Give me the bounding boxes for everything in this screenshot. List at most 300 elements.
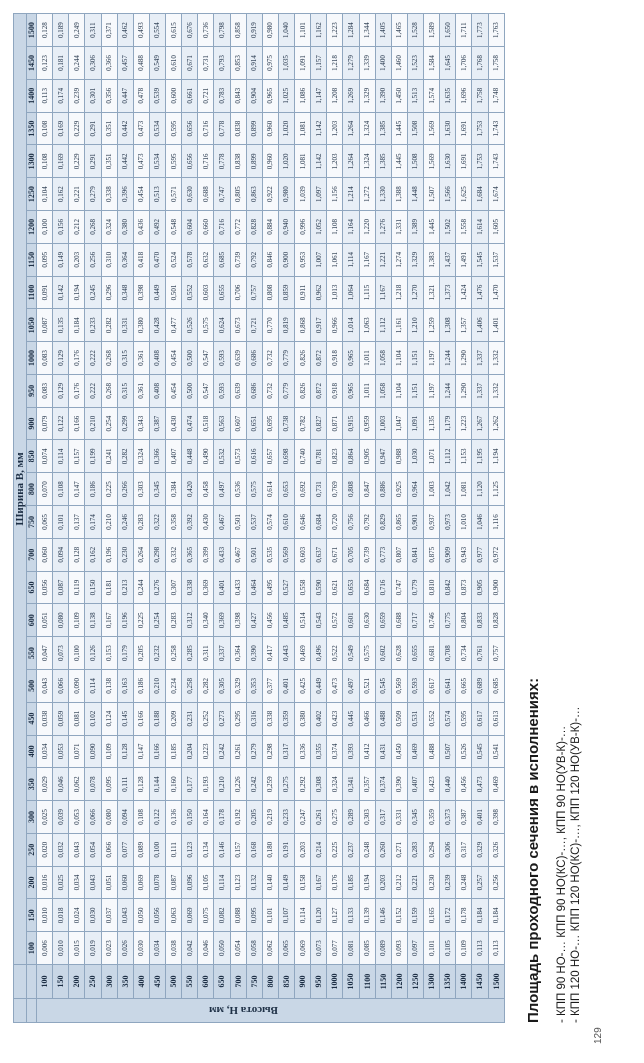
table-cell: 1,460 xyxy=(391,47,407,80)
table-cell: 0,324 xyxy=(327,768,343,801)
table-cell: 0,010 xyxy=(53,932,69,965)
width-header-cell: 200 xyxy=(27,866,37,899)
table-cell: 0,282 xyxy=(117,440,133,473)
table-cell: 1,025 xyxy=(278,79,294,112)
table-cell: 0,345 xyxy=(407,801,423,834)
table-cell: 0,537 xyxy=(246,506,262,539)
table-cell: 0,271 xyxy=(391,833,407,866)
table-cell: 0,738 xyxy=(278,407,294,440)
table-row xyxy=(133,14,149,1023)
table-cell: 0,326 xyxy=(488,833,505,866)
table-cell: 0,488 xyxy=(424,735,440,768)
table-cell: 0,407 xyxy=(166,440,182,473)
table-cell: 0,283 xyxy=(166,604,182,637)
table-cell: 1,566 xyxy=(440,178,456,211)
table-cell: 1,674 xyxy=(488,178,505,211)
table-cell: 0,298 xyxy=(149,538,165,571)
table-cell: 0,232 xyxy=(149,637,165,670)
table-cell: 1,011 xyxy=(359,374,375,407)
table-cell: 0,174 xyxy=(85,506,101,539)
table-cell: 0,338 xyxy=(101,178,117,211)
table-cell: 0,317 xyxy=(375,801,391,834)
table-cell: 0,563 xyxy=(214,407,230,440)
table-cell: 0,341 xyxy=(343,768,359,801)
table-cell: 0,254 xyxy=(149,604,165,637)
table-cell: 0,090 xyxy=(85,735,101,768)
table-cell: 0,101 xyxy=(262,899,278,932)
table-cell: 1,003 xyxy=(375,407,391,440)
table-cell: 0,547 xyxy=(198,342,214,375)
table-cell: 0,194 xyxy=(69,276,85,309)
table-cell: 0,149 xyxy=(53,243,69,276)
table-cell: 0,900 xyxy=(488,571,505,604)
table-cell: 0,398 xyxy=(488,801,505,834)
table-row xyxy=(230,14,246,1023)
height-header-cell: 1350 xyxy=(440,965,456,999)
table-cell: 0,534 xyxy=(149,145,165,178)
height-header-cell: 350 xyxy=(117,965,133,999)
table-cell: 0,109 xyxy=(456,932,472,965)
table-cell: 0,868 xyxy=(295,309,311,342)
table-row xyxy=(117,14,133,1023)
table-cell: 0,552 xyxy=(182,276,198,309)
table-cell: 0,186 xyxy=(133,669,149,702)
table-cell: 0,332 xyxy=(166,538,182,571)
table-cell: 0,873 xyxy=(456,571,472,604)
table-cell: 0,058 xyxy=(246,932,262,965)
table-cell: 0,717 xyxy=(407,604,423,637)
table-cell: 1,210 xyxy=(407,309,423,342)
table-cell: 0,069 xyxy=(295,932,311,965)
table-cell: 0,276 xyxy=(149,571,165,604)
table-cell: 0,673 xyxy=(230,309,246,342)
table-cell: 0,147 xyxy=(69,473,85,506)
table-cell: 0,145 xyxy=(117,702,133,735)
table-cell: 0,518 xyxy=(198,407,214,440)
table-cell: 0,467 xyxy=(214,506,230,539)
table-cell: 0,660 xyxy=(198,211,214,244)
table-cell: 0,140 xyxy=(262,866,278,899)
table-cell: 0,179 xyxy=(117,637,133,670)
table-cell: 0,769 xyxy=(327,473,343,506)
table-cell: 1,091 xyxy=(295,47,311,80)
table-cell: 0,100 xyxy=(69,637,85,670)
table-cell: 0,087 xyxy=(53,571,69,604)
table-cell: 0,387 xyxy=(149,407,165,440)
table-cell: 0,222 xyxy=(85,374,101,407)
table-cell: 0,655 xyxy=(407,637,423,670)
table-cell: 0,918 xyxy=(327,342,343,375)
table-title-row xyxy=(14,14,27,1023)
table-cell: 1,574 xyxy=(424,79,440,112)
table-cell: 1,081 xyxy=(295,112,311,145)
table-cell: 1,203 xyxy=(327,112,343,145)
table-cell: 0,366 xyxy=(101,47,117,80)
table-cell: 0,431 xyxy=(375,735,391,768)
width-header-cell: 350 xyxy=(27,768,37,801)
table-cell: 1,650 xyxy=(440,14,456,47)
table-cell: 0,469 xyxy=(407,735,423,768)
table-cell: 0,177 xyxy=(182,768,198,801)
table-cell: 1,763 xyxy=(488,14,505,47)
table-cell: 0,575 xyxy=(246,473,262,506)
table-cell: 0,258 xyxy=(182,669,198,702)
table-cell: 0,128 xyxy=(69,538,85,571)
table-cell: 0,552 xyxy=(424,702,440,735)
table-cell: 0,988 xyxy=(391,440,407,473)
width-header-cell: 150 xyxy=(27,899,37,932)
table-cell: 1,279 xyxy=(343,47,359,80)
table-cell: 1,046 xyxy=(472,506,488,539)
table-row xyxy=(53,14,69,1023)
table-cell: 0,246 xyxy=(117,506,133,539)
table-cell: 1,142 xyxy=(311,145,327,178)
table-cell: 0,259 xyxy=(262,768,278,801)
width-header-cell: 800 xyxy=(27,473,37,506)
table-cell: 1,758 xyxy=(472,79,488,112)
table-cell: 0,462 xyxy=(117,14,133,47)
table-cell: 0,671 xyxy=(182,47,198,80)
table-cell: 0,828 xyxy=(246,211,262,244)
table-cell: 0,203 xyxy=(375,866,391,899)
table-cell: 0,708 xyxy=(440,637,456,670)
table-cell: 0,149 xyxy=(278,866,294,899)
table-cell: 0,219 xyxy=(262,801,278,834)
table-cell: 1,589 xyxy=(424,14,440,47)
table-cell: 0,572 xyxy=(327,604,343,637)
table-cell: 0,358 xyxy=(166,506,182,539)
table-cell: 0,427 xyxy=(246,604,262,637)
table-cell: 0,380 xyxy=(133,309,149,342)
table-cell: 0,046 xyxy=(198,932,214,965)
table-cell: 0,965 xyxy=(343,374,359,407)
table-cell: 0,167 xyxy=(101,604,117,637)
table-cell: 0,081 xyxy=(69,702,85,735)
table-cell: 0,266 xyxy=(117,473,133,506)
width-header-cell: 300 xyxy=(27,801,37,834)
table-cell: 0,972 xyxy=(488,538,505,571)
table-cell: 0,025 xyxy=(53,866,69,899)
table-cell: 0,792 xyxy=(246,243,262,276)
table-cell: 1,195 xyxy=(472,440,488,473)
height-header-cell: 1450 xyxy=(472,965,488,999)
height-header-cell: 850 xyxy=(278,965,294,999)
table-cell: 0,661 xyxy=(182,79,198,112)
table-cell: 0,295 xyxy=(230,702,246,735)
table-cell: 0,527 xyxy=(278,571,294,604)
table-cell: 1,465 xyxy=(391,14,407,47)
table-cell: 0,034 xyxy=(149,932,165,965)
table-cell: 0,210 xyxy=(101,506,117,539)
table-cell: 0,329 xyxy=(472,833,488,866)
height-header-cell: 950 xyxy=(311,965,327,999)
table-cell: 0,191 xyxy=(278,833,294,866)
table-cell: 0,134 xyxy=(198,833,214,866)
table-cell: 0,470 xyxy=(149,243,165,276)
table-cell: 0,194 xyxy=(359,866,375,899)
table-cell: 0,549 xyxy=(149,47,165,80)
table-cell: 0,043 xyxy=(85,866,101,899)
table-cell: 0,373 xyxy=(440,801,456,834)
table-cell: 1,684 xyxy=(472,178,488,211)
table-cell: 0,093 xyxy=(391,932,407,965)
table-cell: 0,174 xyxy=(53,79,69,112)
table-cell: 0,369 xyxy=(214,604,230,637)
table-cell: 0,188 xyxy=(149,702,165,735)
table-cell: 0,595 xyxy=(166,112,182,145)
table-cell: 0,077 xyxy=(117,833,133,866)
table-cell: 0,113 xyxy=(37,79,53,112)
table-cell: 0,223 xyxy=(198,735,214,768)
table-cell: 1,290 xyxy=(456,342,472,375)
table-cell: 0,541 xyxy=(488,735,505,768)
table-cell: 0,469 xyxy=(488,768,505,801)
table-cell: 0,792 xyxy=(359,506,375,539)
table-cell: 0,315 xyxy=(117,374,133,407)
table-cell: 0,554 xyxy=(149,14,165,47)
table-cell: 0,493 xyxy=(133,14,149,47)
table-cell: 1,630 xyxy=(440,145,456,178)
table-corner-cell xyxy=(14,999,27,1023)
table-cell: 0,473 xyxy=(133,112,149,145)
table-cell: 1,161 xyxy=(391,309,407,342)
table-cell: 0,872 xyxy=(311,342,327,375)
table-cell: 0,292 xyxy=(295,768,311,801)
table-corner-cell xyxy=(27,999,37,1023)
table-cell: 0,077 xyxy=(327,932,343,965)
table-cell: 0,083 xyxy=(37,374,53,407)
table-cell: 0,199 xyxy=(85,440,101,473)
height-header-cell: 750 xyxy=(246,965,262,999)
table-cell: 0,501 xyxy=(246,538,262,571)
table-cell: 0,497 xyxy=(343,669,359,702)
table-cell: 0,736 xyxy=(198,14,214,47)
table-cell: 0,316 xyxy=(246,702,262,735)
table-cell: 0,261 xyxy=(230,735,246,768)
table-cell: 1,156 xyxy=(327,178,343,211)
height-header-cell: 800 xyxy=(262,965,278,999)
table-cell: 1,388 xyxy=(391,178,407,211)
table-cell: 0,356 xyxy=(101,79,117,112)
table-cell: 0,244 xyxy=(133,571,149,604)
table-cell: 0,158 xyxy=(295,866,311,899)
table-row xyxy=(375,14,391,1023)
table-cell: 0,731 xyxy=(311,473,327,506)
table-cell: 0,688 xyxy=(391,604,407,637)
table-cell: 0,156 xyxy=(53,211,69,244)
table-cell: 1,711 xyxy=(456,14,472,47)
table-cell: 1,389 xyxy=(407,211,423,244)
table-cell: 0,428 xyxy=(149,309,165,342)
table-cell: 0,062 xyxy=(262,932,278,965)
table-cell: 0,720 xyxy=(327,506,343,539)
table-cell: 0,488 xyxy=(133,47,149,80)
table-cell: 0,091 xyxy=(37,276,53,309)
table-cell: 1,223 xyxy=(456,407,472,440)
table-cell: 0,096 xyxy=(182,866,198,899)
table-cell: 0,101 xyxy=(424,932,440,965)
table-cell: 0,632 xyxy=(198,243,214,276)
table-cell: 1,523 xyxy=(407,47,423,80)
table-cell: 0,886 xyxy=(375,473,391,506)
table-cell: 1,164 xyxy=(343,211,359,244)
table-cell: 0,123 xyxy=(37,47,53,80)
table-cell: 1,445 xyxy=(424,211,440,244)
table-cell: 1,010 xyxy=(456,506,472,539)
width-header-cell: 1400 xyxy=(27,79,37,112)
table-cell: 0,782 xyxy=(295,407,311,440)
table-cell: 0,229 xyxy=(69,145,85,178)
table-cell: 0,686 xyxy=(246,374,262,407)
table-cell: 1,753 xyxy=(472,112,488,145)
table-cell: 0,779 xyxy=(278,374,294,407)
table-cell: 0,268 xyxy=(101,374,117,407)
table-cell: 0,454 xyxy=(133,178,149,211)
table-cell: 1,630 xyxy=(440,112,456,145)
table-cell: 0,593 xyxy=(214,342,230,375)
table-cell: 0,056 xyxy=(149,899,165,932)
table-cell: 0,653 xyxy=(278,473,294,506)
height-axis-title xyxy=(37,999,505,1023)
table-cell: 1,104 xyxy=(391,374,407,407)
table-cell: 0,947 xyxy=(375,440,391,473)
table-cell: 0,918 xyxy=(327,374,343,407)
table-cell: 0,225 xyxy=(133,604,149,637)
table-cell: 0,731 xyxy=(198,47,214,80)
table-cell: 0,685 xyxy=(488,669,505,702)
table-cell: 0,069 xyxy=(133,866,149,899)
table-cell: 0,698 xyxy=(278,440,294,473)
table-cell: 0,340 xyxy=(198,604,214,637)
table-cell: 0,772 xyxy=(230,211,246,244)
table-cell: 1,406 xyxy=(472,309,488,342)
table-cell: 0,407 xyxy=(407,768,423,801)
table-cell: 1,218 xyxy=(327,47,343,80)
table-cell: 0,420 xyxy=(182,473,198,506)
table-cell: 0,256 xyxy=(488,866,505,899)
table-cell: 0,221 xyxy=(69,178,85,211)
table-cell: 1,142 xyxy=(311,112,327,145)
table-cell: 0,299 xyxy=(117,407,133,440)
table-cell: 0,114 xyxy=(85,669,101,702)
table-cell: 0,047 xyxy=(37,637,53,670)
table-cell: 0,113 xyxy=(472,932,488,965)
table-cell: 0,665 xyxy=(456,669,472,702)
table-cell: 0,306 xyxy=(85,47,101,80)
table-cell: 0,030 xyxy=(85,899,101,932)
table-cell: 0,178 xyxy=(456,899,472,932)
table-cell: 0,485 xyxy=(278,604,294,637)
table-cell: 0,291 xyxy=(85,145,101,178)
table-cell: 1,743 xyxy=(488,112,505,145)
table-cell: 0,571 xyxy=(166,178,182,211)
table-cell: 1,114 xyxy=(343,243,359,276)
table-cell: 0,279 xyxy=(85,178,101,211)
table-cell: 0,919 xyxy=(246,14,262,47)
table-cell: 0,739 xyxy=(230,243,246,276)
table-cell: 0,345 xyxy=(149,473,165,506)
table-cell: 0,757 xyxy=(488,637,505,670)
table-cell: 1,513 xyxy=(407,79,423,112)
table-cell: 1,450 xyxy=(391,79,407,112)
table-cell: 0,075 xyxy=(198,899,214,932)
table-cell: 0,242 xyxy=(246,768,262,801)
table-cell: 0,163 xyxy=(117,669,133,702)
table-cell: 0,423 xyxy=(424,768,440,801)
table-cell: 0,146 xyxy=(375,899,391,932)
table-cell: 1,035 xyxy=(278,47,294,80)
table-cell: 0,181 xyxy=(101,571,117,604)
table-cell: 0,289 xyxy=(343,801,359,834)
height-header-cell: 1500 xyxy=(488,965,505,999)
table-cell: 0,089 xyxy=(133,833,149,866)
table-cell: 0,653 xyxy=(343,571,359,604)
table-cell: 0,105 xyxy=(440,932,456,965)
table-cell: 1,743 xyxy=(488,145,505,178)
height-header-cell: 1000 xyxy=(327,965,343,999)
table-cell: 0,122 xyxy=(149,801,165,834)
table-cell: 0,186 xyxy=(85,473,101,506)
table-cell: 0,539 xyxy=(149,79,165,112)
table-cell: 0,078 xyxy=(85,768,101,801)
table-cell: 0,042 xyxy=(182,932,198,965)
table-cell: 0,114 xyxy=(295,899,311,932)
table-cell: 0,602 xyxy=(375,637,391,670)
table-cell: 1,569 xyxy=(424,145,440,178)
table-cell: 0,401 xyxy=(214,571,230,604)
table-cell: 0,595 xyxy=(456,702,472,735)
table-cell: 0,473 xyxy=(472,768,488,801)
table-cell: 0,899 xyxy=(246,112,262,145)
width-header-cell: 450 xyxy=(27,702,37,735)
table-cell: 0,176 xyxy=(327,866,343,899)
table-cell: 0,205 xyxy=(133,637,149,670)
width-header-cell: 550 xyxy=(27,637,37,670)
table-cell: 1,401 xyxy=(488,309,505,342)
table-cell: 0,603 xyxy=(295,538,311,571)
table-cell: 1,003 xyxy=(424,473,440,506)
table-cell: 0,454 xyxy=(166,342,182,375)
height-header-cell: 300 xyxy=(101,965,117,999)
table-cell: 0,196 xyxy=(101,538,117,571)
table-cell: 0,721 xyxy=(246,309,262,342)
table-cell: 1,262 xyxy=(488,407,505,440)
table-cell: 0,604 xyxy=(182,211,198,244)
table-cell: 0,488 xyxy=(375,702,391,735)
table-cell: 0,260 xyxy=(375,833,391,866)
table-cell: 1,058 xyxy=(375,374,391,407)
table-cell: 0,138 xyxy=(101,669,117,702)
table-cell: 0,034 xyxy=(37,735,53,768)
table-cell: 0,819 xyxy=(278,309,294,342)
table-cell: 0,138 xyxy=(85,604,101,637)
table-cell: 0,575 xyxy=(198,309,214,342)
table-cell: 0,688 xyxy=(198,178,214,211)
table-cell: 0,169 xyxy=(53,145,69,178)
height-header-cell: 1300 xyxy=(424,965,440,999)
table-cell: 0,914 xyxy=(246,47,262,80)
table-cell: 0,230 xyxy=(117,538,133,571)
table-cell: 1,221 xyxy=(375,243,391,276)
table-cell: 0,863 xyxy=(246,178,262,211)
table-cell: 0,514 xyxy=(295,604,311,637)
table-cell: 0,547 xyxy=(198,374,214,407)
table-cell: 0,829 xyxy=(375,506,391,539)
table-cell: 0,872 xyxy=(311,374,327,407)
table-cell: 1,120 xyxy=(472,473,488,506)
table-cell: 0,433 xyxy=(230,571,246,604)
table-cell: 1,125 xyxy=(488,473,505,506)
